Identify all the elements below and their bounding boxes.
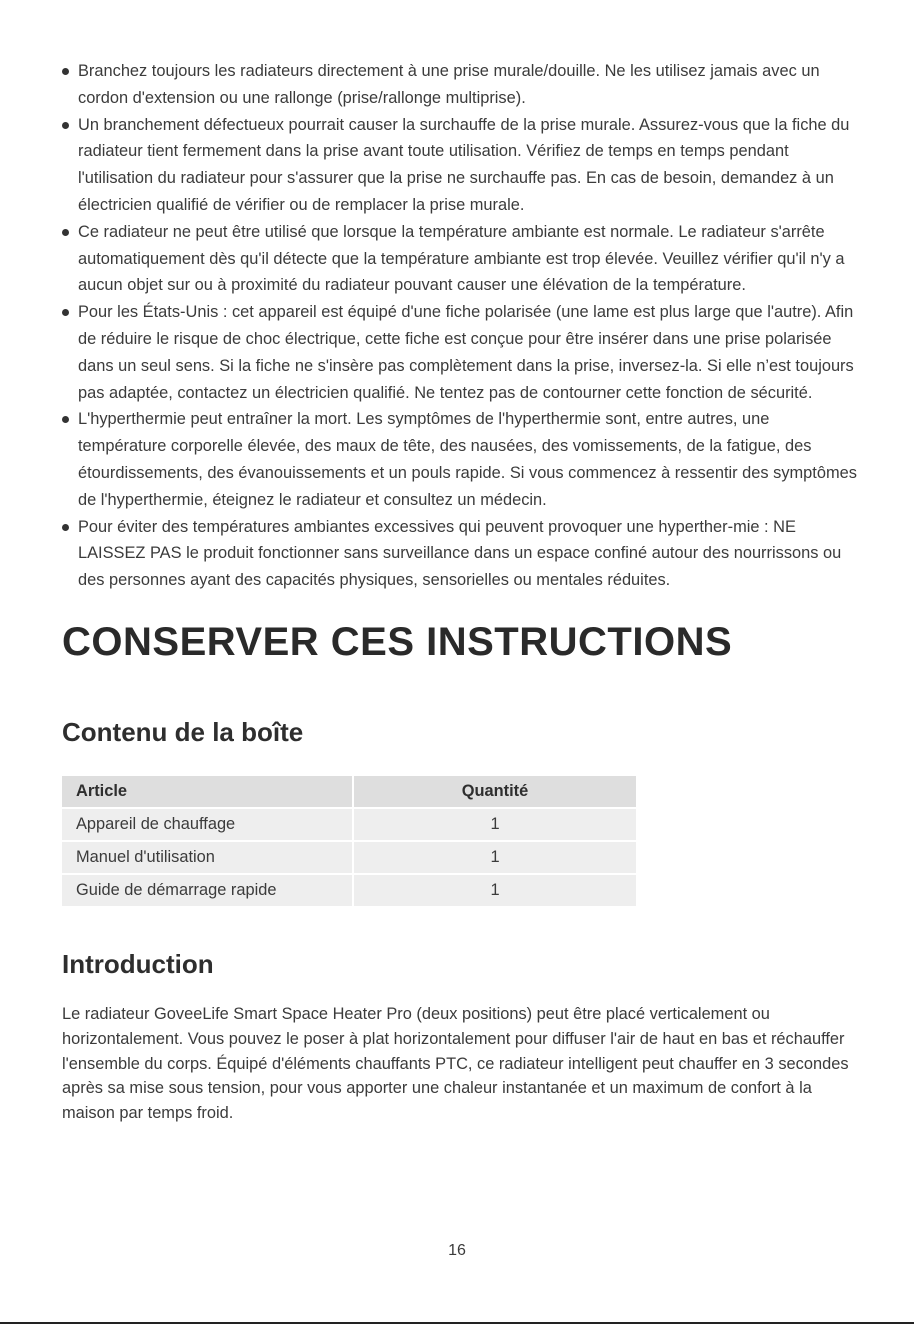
quantity-cell: 1 xyxy=(352,842,636,873)
box-contents-heading: Contenu de la boîte xyxy=(62,716,304,747)
bullet-icon xyxy=(62,309,69,316)
quantity-cell: 1 xyxy=(352,809,636,840)
introduction-heading: Introduction xyxy=(62,948,214,979)
main-title: CONSERVER CES INSTRUCTIONS xyxy=(62,619,733,664)
table-row xyxy=(62,809,636,840)
warning-text: Branchez toujours les radiateurs directement à une prise murale/douille. Ne les utilisez jamais avec un cordon d'extension ou une rallonge (prise/rallonge multiprise). xyxy=(78,62,820,107)
warning-text: Pour éviter des températures ambiantes excessives qui peuvent provoquer une hyperther-mie : NE LAISSEZ PAS le produit fonctionner sans surveillance dans un espace confiné autour des nourrissons ou des personnes ayant des capacités physiques, sensorielles ou mentales réduites. xyxy=(78,517,842,590)
warning-item xyxy=(62,514,862,594)
box-contents-table xyxy=(62,774,636,908)
warning-item xyxy=(62,58,862,112)
warning-text: L'hyperthermie peut entraîner la mort. Les symptômes de l'hyperthermie sont, entre autres, une température corporelle élevée, des maux de tête, des nausées, des vomissements, de la fatigue, des étourdissements, des évanouissements et un pouls rapide. Si vous commencez à ressentir des symptômes de l'hyperthermie, éteignez le radiateur et consultez un médecin. xyxy=(78,410,857,509)
bullet-icon xyxy=(62,229,69,236)
warning-item xyxy=(62,299,862,406)
warning-text: Un branchement défectueux pourrait causer la surchauffe de la prise murale. Assurez-vous que la fiche du radiateur tient fermement dans la prise avant toute utilisation. Vérifiez de temps en temps pendant l'utilisation du radiateur pour s'assurer que la prise ne surchauffe pas. En cas de besoin, demandez à un électricien qualifié de vérifier ou de remplacer la prise murale. xyxy=(78,115,850,214)
article-cell: Appareil de chauffage xyxy=(62,809,352,840)
safety-warnings-list xyxy=(62,58,862,594)
warning-item xyxy=(62,406,862,513)
column-header-quantity: Quantité xyxy=(352,776,636,807)
warning-text: Ce radiateur ne peut être utilisé que lorsque la température ambiante est normale. Le radiateur s'arrête automatiquement dès qu'il détecte que la température ambiante est trop élevée. Veuillez vérifier qu'il n'y a aucun objet sur ou à proximité du radiateur pouvant causer une élévation de la température. xyxy=(78,222,845,295)
page-number: 16 xyxy=(448,1242,466,1259)
warning-item xyxy=(62,112,862,219)
warning-item xyxy=(62,219,862,299)
column-header-article: Article xyxy=(62,776,352,807)
quantity-cell: 1 xyxy=(352,875,636,906)
warning-text: Pour les États-Unis : cet appareil est équipé d'une fiche polarisée (une lame est plus large que l'autre). Afin de réduire le risque de choc électrique, cette fiche est conçue pour être insérer dans une prise polarisée dans un seul sens. Si la fiche ne s'insère pas complètement dans la prise, inversez-la. Si elle n’est toujours pas adaptée, contactez un électricien qualifié. Ne tentez pas de contourner cette fonction de sécurité. xyxy=(78,303,854,402)
table-row xyxy=(62,875,636,906)
table-row xyxy=(62,842,636,873)
bullet-icon xyxy=(62,524,69,531)
introduction-paragraph: Le radiateur GoveeLife Smart Space Heater Pro (deux positions) peut être placé verticalement ou horizontalement. Vous pouvez le poser à plat horizontalement pour diffuser l'air de haut en bas et réchauffer l'ensemble du corps. Équipé d'éléments chauffants PTC, ce radiateur intelligent peut chauffer en 3 secondes après sa mise sous tension, pour vous apporter une chaleur instantanée et un maximum de confort à la maison par temps froid. xyxy=(62,1004,849,1123)
bullet-icon xyxy=(62,68,69,75)
bullet-icon xyxy=(62,122,69,129)
bullet-icon xyxy=(62,416,69,423)
article-cell: Guide de démarrage rapide xyxy=(62,875,352,906)
article-cell: Manuel d'utilisation xyxy=(62,842,352,873)
table-header-row xyxy=(62,776,636,807)
page-content xyxy=(62,58,862,1126)
